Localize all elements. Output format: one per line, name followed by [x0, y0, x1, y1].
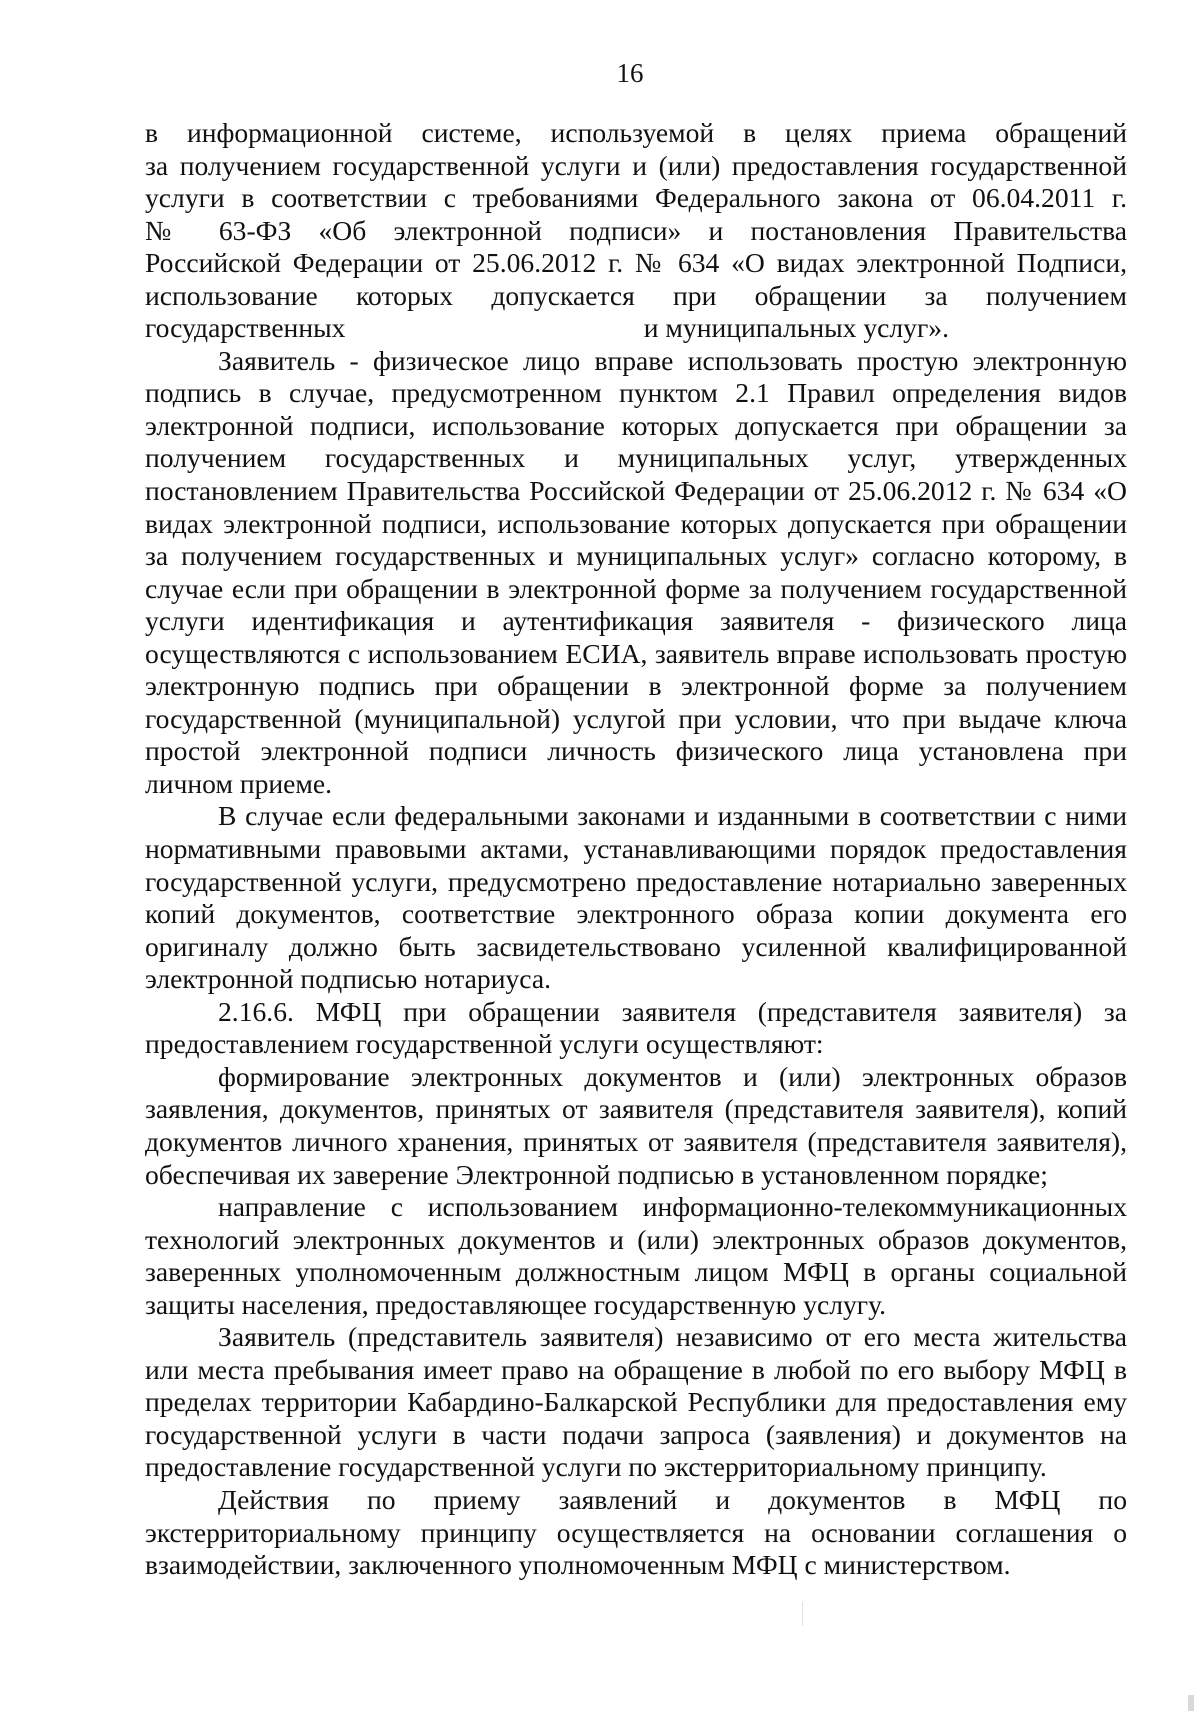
- text-line-split: [145, 312, 1127, 345]
- text-line: в информационной системе, используемой в целях приема обращений: [145, 117, 1127, 148]
- paragraph-document-transfer: направление с использованием информационно-телекоммуникационных технологий электронных документов и (или) электронных образов документов, заверенных уполномоченным должностным лицом МФЦ в органы социальной защиты населения, предоставляющее государственную услугу.: [145, 1191, 1127, 1320]
- paragraph-document-formation: формирование электронных документов и (или) электронных образов заявления, документов, принятых от заявителя (представителя заявителя), копий документов личного хранения, принятых от заявителя (представителя заявителя), обеспечивая их заверение Электронной подписью в установленном порядке;: [145, 1060, 1127, 1190]
- text-line: услуги в соответствии с требованиями Федерального закона от 06.04.2011 г.: [145, 182, 1127, 214]
- document-body: [145, 117, 1127, 1582]
- text-line: Российской Федерации от 25.06.2012 г. № 634 «О видах электронной Подписи,: [145, 247, 1127, 279]
- scan-artifact: [1188, 1695, 1194, 1711]
- page-number: 16: [616, 58, 644, 88]
- paragraph-extraterritorial-agreement: Действия по приему заявлений и документов в МФЦ по экстерриториальному принципу осуществляется на основании соглашения о взаимодействии, заключенного уполномоченным МФЦ с министерством.: [145, 1483, 1127, 1581]
- text-line: № 63-ФЗ «Об электронной подписи» и постановления Правительства: [145, 214, 1127, 246]
- paragraph-esignature-systems: [145, 117, 1127, 345]
- text-line: использование которых допускается при обращении за получением: [145, 279, 1127, 311]
- paragraph-simple-signature: Заявитель - физическое лицо вправе использовать простую электронную подпись в случае, предусмотренном пунктом 2.1 Правил определения видов электронной подписи, использование которых допускается при обращении за получением государственных и муниципальных услуг, утвержденных постановлением Правительства Российской Федерации от 25.06.2012 г. № 634 «О видах электронной подписи, использование которых допускается при обращении за получением государственных и муниципальных услуг» согласно которому, в случае если при обращении в электронной форме за получением государственной услуги идентификация и аутентификация заявителя - физического лица осуществляются с использованием ЕСИА, заявитель вправе использовать простую электронную подпись при обращении в электронной форме за получением государственной (муниципальной) услугой при условии, что при выдаче ключа простой электронной подписи личность физического лица установлена при личном приеме.: [145, 344, 1127, 799]
- paragraph-extraterritorial-right: Заявитель (представитель заявителя) независимо от его места жительства или места пребывания имеет право на обращение в любой по его выбору МФЦ в пределах территории Кабардино-Балкарской Республики для предоставления ему государственной услуги в части подачи запроса (заявления) и документов на предоставление государственной услуги по экстерриториальному принципу.: [145, 1321, 1127, 1483]
- scan-artifact: [802, 1602, 803, 1626]
- text-line-right: и муниципальных услуг».: [643, 312, 949, 344]
- text-line: за получением государственной услуги и (или) предоставления государственной: [145, 149, 1127, 181]
- paragraph-section-2-16-6: 2.16.6. МФЦ при обращении заявителя (представителя заявителя) за предоставлением государственной услуги осуществляют:: [145, 995, 1127, 1060]
- text-line-left: государственных: [145, 312, 346, 344]
- paragraph-notarial-copies: В случае если федеральными законами и изданными в соответствии с ними нормативными правовыми актами, устанавливающими порядок предоставления государственной услуги, предусмотрено предоставление нотариально заверенных копий документов, соответствие электронного образа копии документа его оригиналу должно быть засвидетельствовано усиленной квалифицированной электронной подписью нотариуса.: [145, 800, 1127, 995]
